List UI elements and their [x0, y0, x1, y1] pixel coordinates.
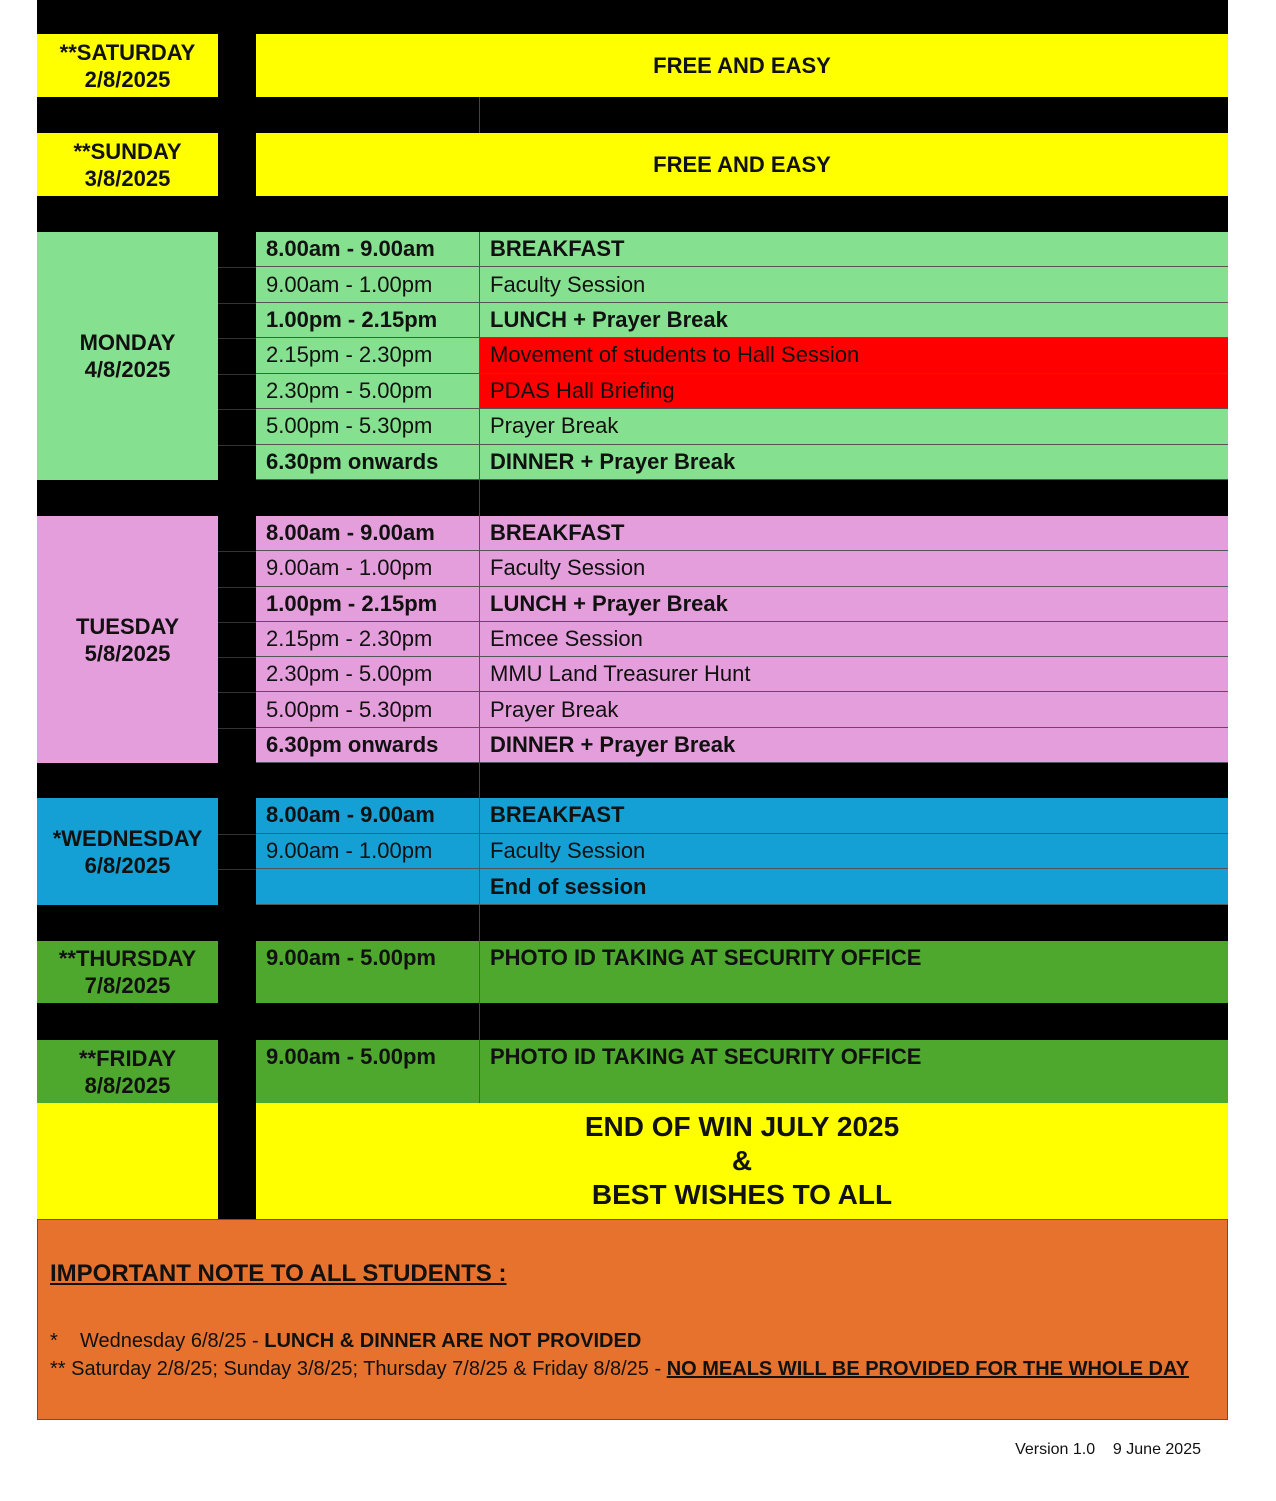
black-spacer-cell	[218, 374, 256, 409]
black-spacer-column	[218, 1040, 256, 1103]
note-title: IMPORTANT NOTE TO ALL STUDENTS :	[50, 1260, 507, 1287]
activity-cell	[479, 409, 1228, 444]
activity-cell	[479, 657, 1228, 692]
black-spacer-cell	[218, 869, 256, 905]
black-spacer-cell	[218, 445, 256, 480]
closing-message	[256, 1103, 1228, 1219]
note-line1-emphasis: LUNCH & DINNER ARE NOT PROVIDED	[264, 1330, 642, 1352]
thursday-time	[256, 941, 479, 1003]
activity-text: DINNER + Prayer Break	[490, 448, 736, 474]
day-name: **FRIDAY	[79, 1045, 176, 1071]
closing-left-cell	[37, 1103, 218, 1219]
separator-row	[37, 763, 1228, 798]
separator-row	[37, 196, 1228, 232]
thursday-activity	[479, 941, 1228, 1003]
day-cell-wednesday	[37, 798, 218, 905]
version-footer	[1015, 1441, 1201, 1459]
day-name: MONDAY	[79, 330, 176, 355]
time-text: 5.00pm - 5.30pm	[266, 696, 433, 722]
activity-text: Faculty Session	[490, 271, 646, 297]
time-text: 9.00am - 5.00pm	[266, 1044, 436, 1069]
separator-row	[37, 1003, 1228, 1040]
sunday-activity	[256, 133, 1228, 196]
time-text: 2.15pm - 2.30pm	[266, 625, 433, 651]
day-cell-friday	[37, 1040, 218, 1103]
separator-divider	[479, 1003, 480, 1040]
black-spacer-column	[218, 34, 256, 97]
schedule-table	[37, 0, 1228, 1419]
black-spacer-column	[218, 1103, 256, 1219]
activity-text: DINNER + Prayer Break	[490, 731, 736, 757]
activity-cell	[479, 516, 1228, 551]
activity-text: PDAS Hall Briefing	[490, 377, 675, 403]
day-name: **SUNDAY	[73, 138, 182, 164]
closing-line1: END OF WIN JULY 2025	[584, 1111, 900, 1142]
activity-text: Prayer Break	[490, 413, 619, 439]
time-text: 1.00pm - 2.15pm	[266, 590, 438, 616]
time-text: 9.00am - 1.00pm	[266, 555, 433, 581]
activity-cell	[479, 267, 1228, 302]
activity-cell	[479, 445, 1228, 480]
time-text: 8.00am - 9.00am	[266, 802, 435, 828]
activity-text: Faculty Session	[490, 837, 646, 863]
time-text: 5.00pm - 5.30pm	[266, 413, 433, 439]
sunday-activity-text: FREE AND EASY	[653, 151, 831, 177]
time-text: 1.00pm - 2.15pm	[266, 307, 438, 333]
time-cell	[256, 267, 479, 302]
time-cell	[256, 303, 479, 338]
black-spacer-column	[218, 133, 256, 196]
black-spacer-cell	[218, 834, 256, 870]
time-cell	[256, 798, 479, 834]
activity-text: PHOTO ID TAKING AT SECURITY OFFICE	[490, 1044, 922, 1069]
black-spacer-cell	[218, 587, 256, 622]
black-spacer-cell	[218, 232, 256, 267]
note-line-weekend	[50, 1358, 1189, 1381]
activity-text: Emcee Session	[490, 625, 643, 651]
separator-divider	[479, 97, 480, 133]
saturday-activity-text: FREE AND EASY	[653, 52, 831, 78]
note-line-wednesday	[50, 1330, 641, 1353]
time-text: 8.00am - 9.00am	[266, 520, 435, 546]
time-cell	[256, 692, 479, 727]
activity-text: Faculty Session	[490, 555, 646, 581]
note-line1-prefix: *	[50, 1330, 58, 1352]
closing-line2: &	[731, 1145, 753, 1176]
black-spacer-cell	[218, 303, 256, 338]
separator-divider	[479, 905, 480, 941]
time-cell	[256, 409, 479, 444]
black-spacer-cell	[218, 409, 256, 444]
activity-cell	[479, 622, 1228, 657]
friday-time	[256, 1040, 479, 1103]
important-note	[37, 1219, 1228, 1420]
activity-text: LUNCH + Prayer Break	[490, 307, 728, 333]
day-date: 3/8/2025	[84, 165, 171, 191]
activity-cell	[479, 587, 1228, 622]
activity-text: MMU Land Treasurer Hunt	[490, 661, 751, 687]
time-text: 8.00am - 9.00am	[266, 236, 435, 262]
black-spacer-cell	[218, 622, 256, 657]
separator-row	[37, 0, 1228, 34]
time-text: 6.30pm onwards	[266, 731, 439, 757]
time-text: 9.00am - 1.00pm	[266, 837, 433, 863]
time-cell	[256, 551, 479, 586]
activity-text: Movement of students to Hall Session	[490, 342, 860, 368]
day-cell-monday	[37, 232, 218, 480]
version-date: 9 June 2025	[1112, 1441, 1201, 1458]
note-line1-text: Wednesday 6/8/25 -	[80, 1330, 265, 1352]
time-cell	[256, 587, 479, 622]
time-cell	[256, 657, 479, 692]
day-cell-sunday	[37, 133, 218, 196]
day-cell-tuesday	[37, 516, 218, 763]
activity-cell	[479, 551, 1228, 586]
separator-divider	[479, 763, 480, 798]
day-date: 8/8/2025	[84, 1072, 171, 1098]
day-name: **THURSDAY	[58, 946, 197, 971]
activity-cell	[479, 374, 1228, 409]
time-text: 9.00am - 1.00pm	[266, 271, 433, 297]
activity-cell	[479, 303, 1228, 338]
time-cell	[256, 622, 479, 657]
time-cell	[256, 338, 479, 373]
time-text: 2.30pm - 5.00pm	[266, 377, 433, 403]
day-date: 7/8/2025	[84, 973, 171, 998]
time-text: 2.30pm - 5.00pm	[266, 661, 433, 687]
activity-text: PHOTO ID TAKING AT SECURITY OFFICE	[490, 945, 922, 970]
time-cell	[256, 728, 479, 763]
day-date: 2/8/2025	[84, 66, 171, 92]
day-name: *WEDNESDAY	[52, 825, 203, 851]
day-date: 4/8/2025	[84, 357, 171, 382]
activity-text: BREAKFAST	[490, 236, 625, 262]
day-date: 6/8/2025	[84, 852, 171, 878]
black-spacer-cell	[218, 657, 256, 692]
activity-text: BREAKFAST	[490, 802, 625, 828]
note-line2-emphasis: NO MEALS WILL BE PROVIDED FOR THE WHOLE DAY	[666, 1358, 1189, 1380]
time-text: 2.15pm - 2.30pm	[266, 342, 433, 368]
activity-text: End of session	[490, 873, 647, 899]
time-text: 9.00am - 5.00pm	[266, 945, 436, 970]
activity-cell	[479, 869, 1228, 905]
black-spacer-cell	[218, 516, 256, 551]
activity-cell	[479, 798, 1228, 834]
activity-text: BREAKFAST	[490, 520, 625, 546]
day-name: **SATURDAY	[59, 39, 196, 65]
time-text: 6.30pm onwards	[266, 448, 439, 474]
saturday-activity	[256, 34, 1228, 97]
activity-text: LUNCH + Prayer Break	[490, 590, 728, 616]
activity-cell	[479, 232, 1228, 267]
activity-text: Prayer Break	[490, 696, 619, 722]
day-cell-thursday	[37, 941, 218, 1003]
black-spacer-cell	[218, 267, 256, 302]
day-name: TUESDAY	[75, 613, 180, 639]
closing-line3: BEST WISHES TO ALL	[591, 1179, 893, 1210]
time-cell	[256, 516, 479, 551]
time-cell	[256, 869, 479, 905]
black-spacer-cell	[218, 551, 256, 586]
separator-row	[37, 97, 1228, 133]
time-cell	[256, 374, 479, 409]
day-date: 5/8/2025	[84, 640, 171, 666]
black-spacer-cell	[218, 798, 256, 834]
separator-divider	[479, 480, 480, 516]
time-cell	[256, 232, 479, 267]
day-cell-saturday	[37, 34, 218, 97]
time-cell	[256, 834, 479, 870]
activity-cell	[479, 728, 1228, 763]
note-line2-text: Saturday 2/8/25; Sunday 3/8/25; Thursday 7/8/25 & Friday 8/8/25 -	[71, 1358, 667, 1380]
version-label: Version 1.0	[1015, 1441, 1096, 1458]
black-spacer-column	[218, 941, 256, 1003]
black-spacer-cell	[218, 338, 256, 373]
separator-row	[37, 480, 1228, 516]
black-spacer-cell	[218, 728, 256, 763]
time-cell	[256, 445, 479, 480]
friday-activity	[479, 1040, 1228, 1103]
activity-cell	[479, 692, 1228, 727]
note-line2-prefix: **	[50, 1358, 66, 1380]
activity-cell	[479, 338, 1228, 373]
black-spacer-cell	[218, 692, 256, 727]
separator-row	[37, 905, 1228, 941]
activity-cell	[479, 834, 1228, 870]
